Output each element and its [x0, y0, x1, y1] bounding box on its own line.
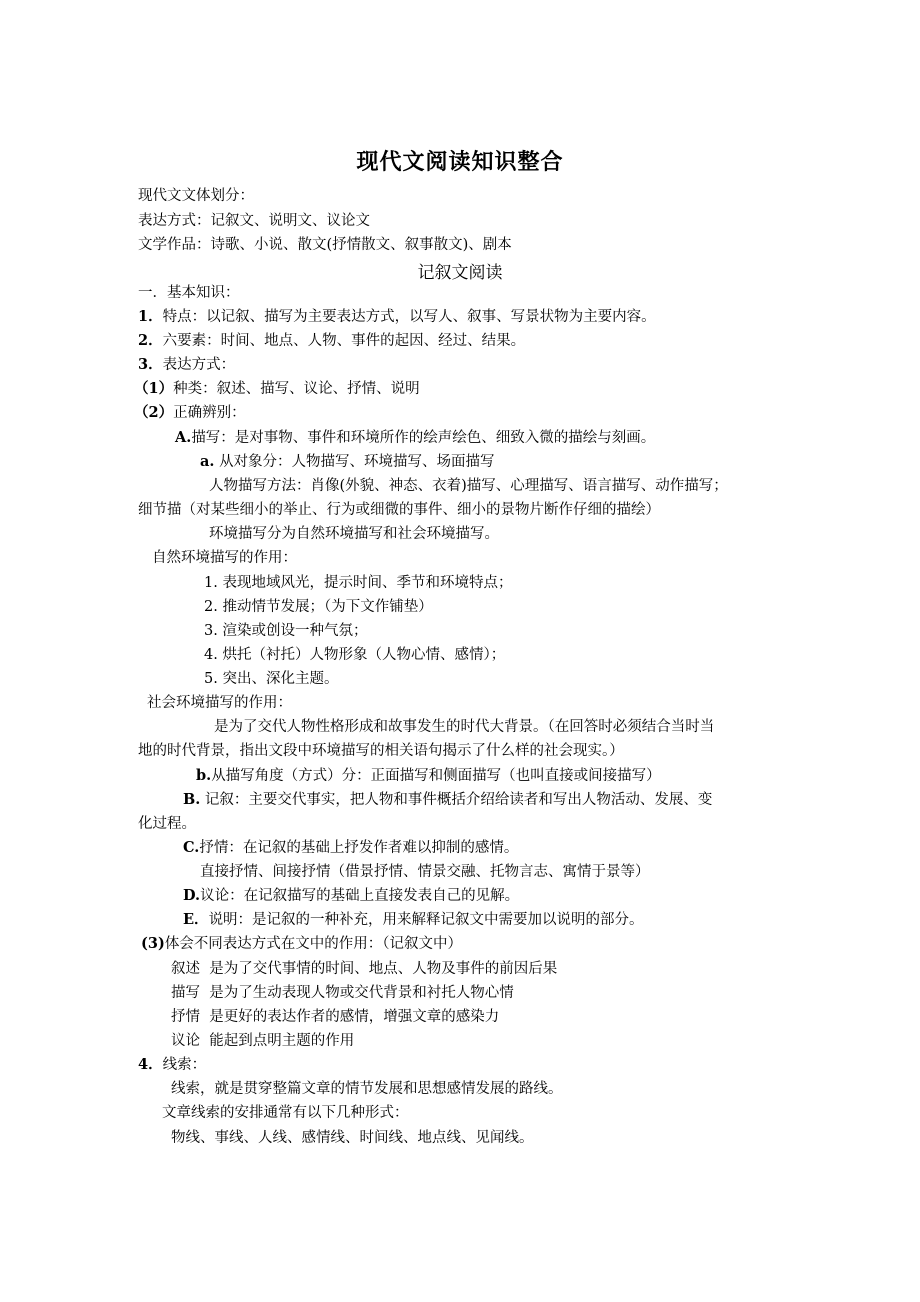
item-D-argument [183, 886, 519, 906]
item-b1-text: 从描写角度（方式）分：正面描写和侧面描写（也叫直接或间接描写） [211, 768, 661, 784]
environment-split: 环境描写分为自然环境描写和社会环境描写。 [209, 526, 499, 542]
natural-environment-title: 自然环境描写的作用： [152, 550, 297, 566]
role-desc: 是更好的表达作者的感情，增强文章的感染力 [209, 1009, 500, 1025]
social-role-line-1: 是为了交代人物性格形成和故事发生的时代大背景。（在回答时必须结合当时当 [214, 719, 715, 735]
expression-role-row [171, 983, 514, 1003]
item-B-text: 记叙：主要交代事实，把人物和事件概括介绍给读者和写出人物活动、发展、变 [200, 792, 713, 808]
social-environment-title: 社会环境描写的作用： [147, 695, 292, 711]
role-desc: 是为了生动表现人物或交代背景和衬托人物心情 [209, 985, 514, 1001]
role-desc: 能起到点明主题的作用 [209, 1033, 355, 1049]
sub-point-3-text: 体会不同表达方式在文中的作用：（记叙文中） [164, 936, 463, 952]
role-desc: 是为了交代事情的时间、地点、人物及事件的前因后果 [209, 961, 558, 977]
natural-role-item: 2. 推动情节发展；（为下文作铺垫） [204, 599, 433, 615]
point-2-number: 2． [138, 332, 163, 349]
item-E-explanation [183, 910, 644, 930]
role-term: 抒情 [171, 1009, 200, 1025]
sub-point-2-number: （2） [134, 404, 174, 421]
sub-point-3 [141, 934, 462, 954]
point-3-text: 表达方式： [162, 357, 236, 373]
clue-types: 物线、事线、人线、感情线、时间线、地点线、见闻线。 [171, 1130, 534, 1146]
item-D-text: 议论：在记叙描写的基础上直接发表自己的见解。 [200, 888, 520, 904]
sub-point-1-text: 种类：叙述、描写、议论、抒情、说明 [173, 381, 420, 397]
sub-point-2 [134, 403, 246, 423]
natural-role-item: 4. 烘托（衬托）人物形象（人物心情、感情）； [204, 647, 506, 663]
sub-point-1 [134, 379, 420, 399]
point-1-text: 特点：以记叙、描写为主要表达方式，以写人、叙事、写景状物为主要内容。 [162, 309, 656, 325]
clue-definition: 线索，就是贯穿整篇文章的情节发展和思想感情发展的路线。 [171, 1081, 563, 1097]
point-3 [138, 355, 235, 375]
social-role-line-2: 地的时代背景，指出文段中环境描写的相关语句揭示了什么样的社会现实。） [138, 743, 624, 759]
document-title: 现代文阅读知识整合 [356, 149, 564, 175]
sub-point-3-number: (3) [141, 935, 165, 952]
role-term: 议论 [171, 1033, 200, 1049]
natural-role-item: 5. 突出、深化主题。 [204, 671, 339, 687]
point-4-number: 4． [138, 1056, 163, 1073]
point-1 [138, 307, 656, 327]
item-a1-text: 从对象分：人物描写、环境描写、场面描写 [219, 454, 495, 470]
item-a-text: 描写：是对事物、事件和环境所作的绘声绘色、细致入微的描绘与刻画。 [191, 430, 656, 446]
natural-role-item: 1. 表现地域风光，提示时间、季节和环境特点； [204, 575, 513, 591]
point-2-text: 六要素：时间、地点、人物、事件的起因、经过、结果。 [162, 333, 526, 349]
part-heading: 一．基本知识： [138, 285, 240, 301]
item-b1-by-angle [196, 766, 661, 786]
item-C-text: 抒情：在记叙的基础上抒发作者难以抑制的感情。 [199, 840, 519, 856]
item-D-number: D. [183, 887, 201, 904]
natural-role-item: 3. 渲染或创设一种气氛； [204, 623, 368, 639]
role-term: 描写 [171, 985, 200, 1001]
item-a-description [175, 428, 655, 448]
detail-description: 细节描（对某些细小的举止、行为或细微的事件、细小的景物片断作仔细的描绘） [138, 502, 660, 518]
item-B-number: B. [183, 791, 201, 808]
item-B-narration [183, 790, 712, 810]
item-E-text: 说明：是记叙的一种补充，用来解释记叙文中需要加以说明的部分。 [208, 912, 644, 928]
item-a1-by-object [200, 452, 495, 472]
item-b1-number: b. [196, 767, 212, 784]
intro-line-1: 现代文文体划分： [138, 188, 254, 204]
point-4-text: 线索： [162, 1057, 207, 1073]
expression-role-row [171, 1031, 354, 1051]
point-4 [138, 1055, 206, 1075]
expression-role-row [171, 959, 557, 979]
character-description-methods: 人物描写方法：肖像(外貌、神态、衣着)描写、心理描写、语言描写、动作描写； [209, 478, 728, 494]
expression-role-row [171, 1007, 499, 1027]
item-C-subtypes: 直接抒情、间接抒情（借景抒情、情景交融、托物言志、寓情于景等） [200, 864, 650, 880]
sub-point-2-text: 正确辨别： [173, 405, 246, 421]
point-3-number: 3． [138, 356, 163, 373]
item-a-number: A. [175, 429, 192, 446]
item-a1-number: a. [200, 453, 215, 470]
sub-point-1-number: （1） [134, 380, 174, 397]
intro-line-2: 表达方式：记叙文、说明文、议论文 [138, 213, 370, 229]
section-title: 记叙文阅读 [417, 263, 503, 283]
item-E-number: E． [183, 911, 209, 928]
item-B-continuation: 化过程。 [138, 816, 196, 832]
point-2 [138, 331, 525, 351]
point-1-number: 1． [138, 308, 163, 325]
item-C-number: C. [183, 839, 200, 856]
clue-forms-intro: 文章线索的安排通常有以下几种形式： [162, 1105, 409, 1121]
role-term: 叙述 [171, 961, 200, 977]
intro-line-3: 文学作品：诗歌、小说、散文(抒情散文、叙事散文)、剧本 [138, 237, 512, 253]
item-C-lyric [183, 838, 518, 858]
